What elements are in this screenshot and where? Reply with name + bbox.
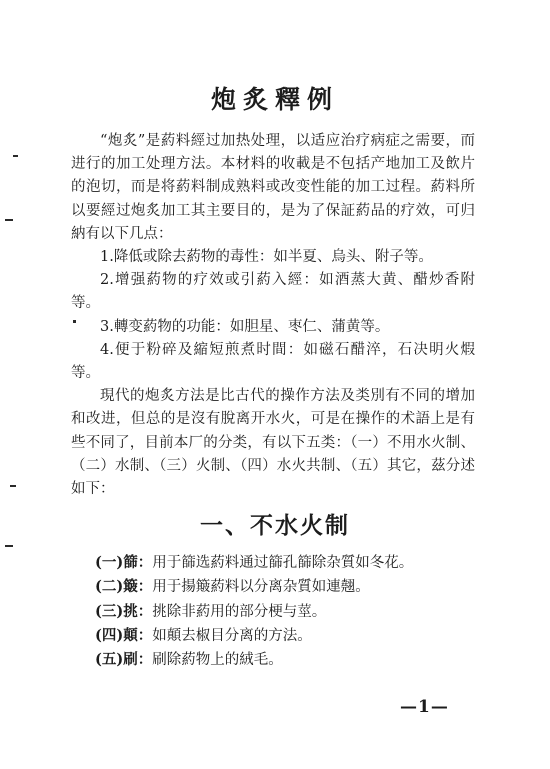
item-label: (三)挑： — [95, 602, 153, 620]
margin-mark — [5, 545, 13, 547]
point-item: 3.轉变葯物的功能：如胆星、枣仁、蒲黄等。 — [100, 318, 390, 335]
item-text: 刷除葯物上的絨毛。 — [152, 652, 283, 669]
margin-mark — [5, 219, 13, 221]
item-text: 用于揚簸葯料以分离杂質如連翹。 — [152, 579, 370, 596]
list-item — [95, 551, 495, 575]
item-label: (一)篩： — [95, 554, 153, 571]
point-item: 1.降低或除去葯物的毒性：如半夏、烏头、附子等。 — [100, 249, 433, 266]
margin-mark — [10, 485, 16, 487]
page-title: 炮炙釋例 — [210, 85, 339, 114]
method-list — [95, 551, 495, 672]
item-text: 挑除非葯用的部分梗与莖。 — [152, 603, 327, 620]
body-text — [71, 130, 475, 501]
item-text: 用于篩选葯料通过篩孔篩除杂質如冬花。 — [152, 555, 414, 571]
item-label: (四)顛： — [95, 626, 153, 644]
point-item: 2.增强葯物的疗效或引葯入經：如酒蒸大黄、醋炒香附等。 — [71, 272, 475, 312]
section-heading: 一、不水火制 — [200, 513, 350, 539]
intro-paragraph: “炮炙”是葯料經过加热处理，以适应治疗病症之需要，而进行的加工处理方法。本材料的收載是不包括产地加工及飲片的泡切，而是将葯料制成熟料或改变性能的加工过程。葯料所以要經过炮炙加工其主要目的，是为了保証葯品的疗效，可归納有以下几点： — [71, 133, 475, 242]
list-item — [95, 624, 495, 648]
page-number: —1— — [400, 697, 449, 717]
point-item: 4.便于粉碎及縮短煎煮时間：如磁石醋淬，石决明火煆等。 — [71, 341, 475, 382]
classification-paragraph: 現代的炮炙方法是比古代的操作方法及类別有不同的增加和改进，但总的是沒有脫离开水火，可是在操作的术語上是有些不同了，目前本厂的分类，有以下五类：（一）不用水火制、（二）水制、（三）火制、（四）水火共制、（五）其它，茲分述如下： — [71, 388, 475, 498]
list-item — [95, 600, 495, 624]
margin-mark — [13, 155, 18, 157]
list-item — [95, 648, 495, 672]
item-label: (五)刷： — [95, 651, 153, 669]
list-item — [95, 575, 495, 599]
item-text: 如顛去椒目分离的方法。 — [152, 627, 312, 644]
item-label: (二)簸： — [95, 578, 153, 596]
